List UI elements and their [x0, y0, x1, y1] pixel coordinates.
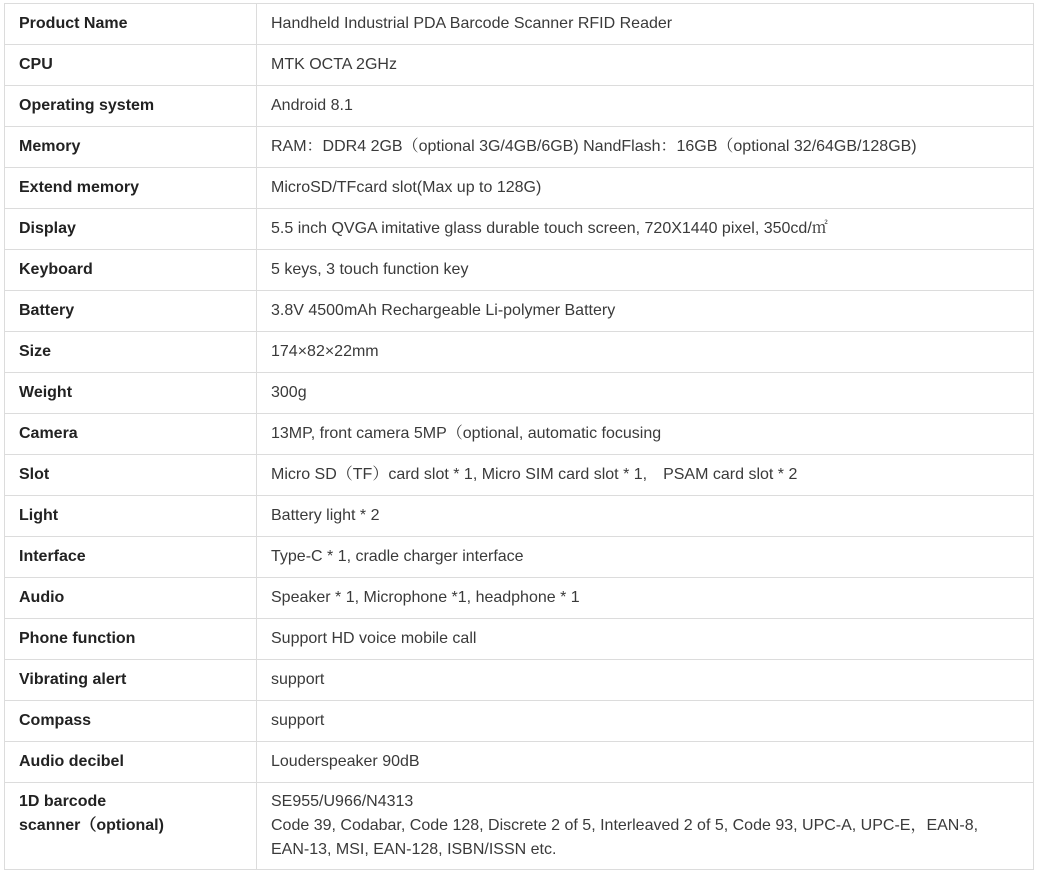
spec-value: 3.8V 4500mAh Rechargeable Li-polymer Battery — [257, 291, 1034, 332]
spec-row-phone-function — [5, 619, 1034, 660]
spec-value: Battery light * 2 — [257, 496, 1034, 537]
spec-row-light — [5, 496, 1034, 537]
spec-row-cpu — [5, 45, 1034, 86]
spec-label: Light — [5, 496, 257, 537]
spec-value: Louderspeaker 90dB — [257, 742, 1034, 783]
spec-label: Phone function — [5, 619, 257, 660]
spec-value: MTK OCTA 2GHz — [257, 45, 1034, 86]
spec-label: CPU — [5, 45, 257, 86]
spec-label: Battery — [5, 291, 257, 332]
spec-label-line: 1D barcode — [19, 793, 107, 810]
spec-row-compass — [5, 701, 1034, 742]
spec-label: Weight — [5, 373, 257, 414]
spec-value: support — [257, 701, 1034, 742]
spec-value: Micro SD（TF）card slot * 1, Micro SIM card slot * 1, PSAM card slot * 2 — [257, 455, 1034, 496]
spec-row-interface — [5, 537, 1034, 578]
spec-label: Audio decibel — [5, 742, 257, 783]
spec-value: Support HD voice mobile call — [257, 619, 1034, 660]
spec-label: Keyboard — [5, 250, 257, 291]
spec-row-size — [5, 332, 1034, 373]
spec-row-display — [5, 209, 1034, 250]
spec-value: 5 keys, 3 touch function key — [257, 250, 1034, 291]
spec-row-extend-memory — [5, 168, 1034, 209]
spec-table — [4, 3, 1034, 870]
spec-label: Product Name — [5, 4, 257, 45]
spec-row-slot — [5, 455, 1034, 496]
spec-label: Vibrating alert — [5, 660, 257, 701]
spec-value: Android 8.1 — [257, 86, 1034, 127]
spec-row-camera — [5, 414, 1034, 455]
spec-row-vibrating-alert — [5, 660, 1034, 701]
spec-label: Compass — [5, 701, 257, 742]
spec-label: Camera — [5, 414, 257, 455]
spec-value-line: Code 39, Codabar, Code 128, Discrete 2 of 5, Interleaved 2 of 5, Code 93, UPC-A, UPC-E，EAN-8, — [271, 817, 979, 834]
spec-row-1d-barcode-scanner — [5, 783, 1034, 870]
spec-label: Slot — [5, 455, 257, 496]
spec-value: 5.5 inch QVGA imitative glass durable touch screen, 720X1440 pixel, 350cd/㎡ — [257, 209, 1034, 250]
spec-label: Extend memory — [5, 168, 257, 209]
spec-value: MicroSD/TFcard slot(Max up to 128G) — [257, 168, 1034, 209]
spec-label-line: scanner（optional) — [19, 817, 164, 834]
spec-label: Operating system — [5, 86, 257, 127]
spec-row-audio — [5, 578, 1034, 619]
spec-value-line: EAN-13, MSI, EAN-128, ISBN/ISSN etc. — [271, 841, 557, 858]
spec-label: Memory — [5, 127, 257, 168]
spec-row-audio-decibel — [5, 742, 1034, 783]
spec-value: RAM：DDR4 2GB（optional 3G/4GB/6GB) NandFlash：16GB（optional 32/64GB/128GB) — [257, 127, 1034, 168]
spec-row-operating-system — [5, 86, 1034, 127]
spec-row-product-name — [5, 4, 1034, 45]
spec-value: Type-C * 1, cradle charger interface — [257, 537, 1034, 578]
spec-label: Size — [5, 332, 257, 373]
spec-value: 300g — [257, 373, 1034, 414]
spec-row-battery — [5, 291, 1034, 332]
spec-label: Audio — [5, 578, 257, 619]
spec-label: Display — [5, 209, 257, 250]
spec-value: support — [257, 660, 1034, 701]
spec-row-memory — [5, 127, 1034, 168]
spec-value-line: SE955/U966/N4313 — [271, 793, 414, 810]
spec-row-weight — [5, 373, 1034, 414]
spec-value: Speaker * 1, Microphone *1, headphone * 1 — [257, 578, 1034, 619]
spec-value: 13MP, front camera 5MP（optional, automatic focusing — [257, 414, 1034, 455]
spec-value: 174×82×22mm — [257, 332, 1034, 373]
spec-label: Interface — [5, 537, 257, 578]
spec-value — [257, 783, 1034, 870]
spec-row-keyboard — [5, 250, 1034, 291]
spec-value: Handheld Industrial PDA Barcode Scanner RFID Reader — [257, 4, 1034, 45]
spec-label — [5, 783, 257, 870]
